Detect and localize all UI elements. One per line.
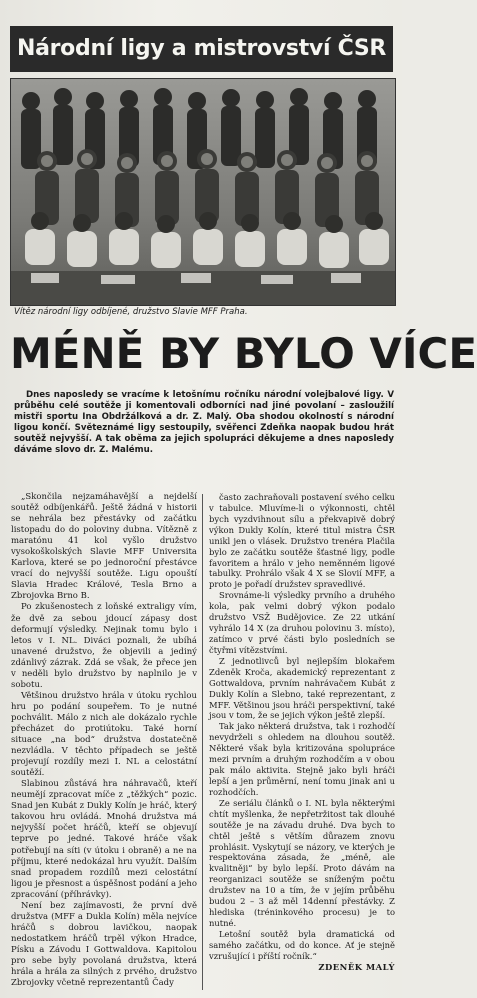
photo-caption: Vítěz národní ligy odbíjené, družstvo Slavie MFF Praha. xyxy=(14,307,248,317)
right-column xyxy=(209,492,395,973)
paragraph: Letošní soutěž byla dramatická od samého začátku, od do konce. Ať je stejně vzrušující i příští ročník.“ xyxy=(209,928,395,961)
paragraph: Ze seriálu článků o I. NL byla některými chtít myšlenka, že nepřetržitost tak dlouhé soutěže je na závadu druhé. Dva bych to chtěl ještě s větším důrazem znovu prohlásit. Vyskytují se názory, ve kterých je respektována zásada, že „méně, ale kvalitněji“ by bylo lepší. Proto dávám na reorganizaci soutěže se sníženým počtu družstev na 10 a tím, že v jejím průběhu budou 2 – 3 až měl 14denní přestávky. Z hlediska (tréninkového procesu) je to nutné. xyxy=(209,797,395,928)
paragraph: „Skončila nejzamáhavější a nejdelší soutěž odbíjenkářů. Ještě žádná v historii se nehrála bez přestávky od začátku listopadu do do poloviny dubna. Vítězně z maratónu 41 kol vyšlo družstvo vysokoškolských Slavie MFF Universita Karlova, které se po jednoroční přestávce vrací do nejvyšší soutěže. Ligu opouští Slavia Hradec Králové, Tesla Brno a Zbrojovka Brno B. xyxy=(11,492,197,602)
author-signature: ZDENĚK MALÝ xyxy=(318,961,395,972)
paragraph: Není bez zajímavosti, že první dvě družstva (MFF a Dukla Kolín) měla nejvíce hráčů s dobrou lavičkou, naopak nedostatkem hráčů trpěl výkon Hradce, Písku a Závodu I Gottwaldova. Kapitolou pro sebe byly povolaná družstva, která hrála a hrála za silných z prvého, družstvo Zbrojovky včetně reprezentantů Čady xyxy=(11,900,197,989)
section-banner xyxy=(10,26,393,72)
article-lead: Dnes naposledy se vracíme k letošnímu ročníku národní volejbalové ligy. V průběhu celé soutěže ji komentovali odborníci nad jiné povolaní – zasloužilí mistři sportu Ina Obdržálková a dr. Z. Malý. Oba shodou okolností s národní ligou končí. Světeznámé ligy sestoupily, svěřenci Zdeňka naopak budou hrát soutěž nejvyšší. A tak oběma za jejich spolupráci děkujeme a dnes naposledy dáváme slovo dr. Z. Malému. xyxy=(14,390,394,456)
section-title: Národní ligy a mistrovství ČSR xyxy=(16,36,387,61)
paragraph: Srovnáme-li výsledky prvního a druhého kola, pak velmi dobrý výkon podalo družstvo VSŽ Budějovice. Ze 22 utkání vyhrálo 14 X (za druhou polovinu 3. místo), zatímco v prvé části bylo posledních se čtyřmi vítězstvími. xyxy=(209,590,395,655)
team-photo-illustration xyxy=(11,79,395,305)
article-headline: MÉNĚ BY BYLO VÍCE xyxy=(10,329,477,378)
paragraph: často zachraňovali postavení svého celku v tabulce. Mluvíme-li o výkonnosti, chtěl bych vyzdvihnout sílu a překvapivě dobrý výkon Dukly Kolín, které titul mistra ČSR unikl jen o vlásek. Družstvo trenéra Plačila bylo ze začátku soutěže šťastné ligy, podle favoritem a hrálo v jeho neměnném ligové tabulky. Prohrálo však 4 X se Slovií MFF, a proto je pořadí družstev spravedlivé. xyxy=(209,492,395,590)
paragraph: Z jednotlivců byl nejlepším blokařem Zdeněk Kroča, akademický reprezentant z Gottwaldova, prvním nahrávačem Kubát z Dukly Kolín a Slebno, také reprezentant, z MFF. Většinou jsou hráči perspektivní, také jsou v tom, že se jejich výkon ještě zlepší. xyxy=(209,655,395,721)
paragraph: Slabinou zůstává hra náhravačů, kteří neumějí zpracovat míče z „těžkých“ pozic. Snad jen Kubát z Dukly Kolín je hráč, který takovou hru ovládá. Mnohá družstva má nejvyšší počet hráčů, kteří se objevují teprve po jedné. Takové hráče však potřebují na síti (v útoku i obraně) a ne na příjmu, které nedokázal hru využít. Dalším snad propadem rozdílů mezi celostátní ligou je přesnost a úspěšnost podání a jeho zpracování (příhrávky). xyxy=(11,779,198,900)
column-divider xyxy=(202,494,203,990)
paragraph: Tak jako některá družstva, tak i rozhodčí nevydrželi s ohledem na dlouhou soutěž. Některé však byla kritizována spolupráce mezi prvním a druhým rozhodčím a v obou pak málo aktivita. Stejně jako byli hráči lepší a jen průměrní, není tomu jinak ani u rozhodčích. xyxy=(209,721,395,797)
paragraph: Většinou družstvo hrála v útoku rychlou hru po podání soupeřem. To je nutné pochválit. Málo z nich ale dokázalo rychle přecházet do protiútoku. Také horní situace „na bod“ družstva dostatečně nezvládla. V těchto případech se ještě projevují rozdíly mezi I. NL a celostátní soutěží. xyxy=(11,690,197,779)
paragraph: Po zkušenostech z loňské extraligy vím, že dvě za sebou jdoucí zápasy dost deformují výsledky. Nejinak tomu bylo i letos v I. NL. Diváci poznali, že ubíhá unavené družstvo, že objevili a jediný zdánlivý zázrak. Zdá se však, že přece jen v neděli bylo družstvo by naplnilo je v sobotu. xyxy=(11,602,197,690)
team-photo xyxy=(10,78,396,306)
left-column xyxy=(11,492,197,989)
